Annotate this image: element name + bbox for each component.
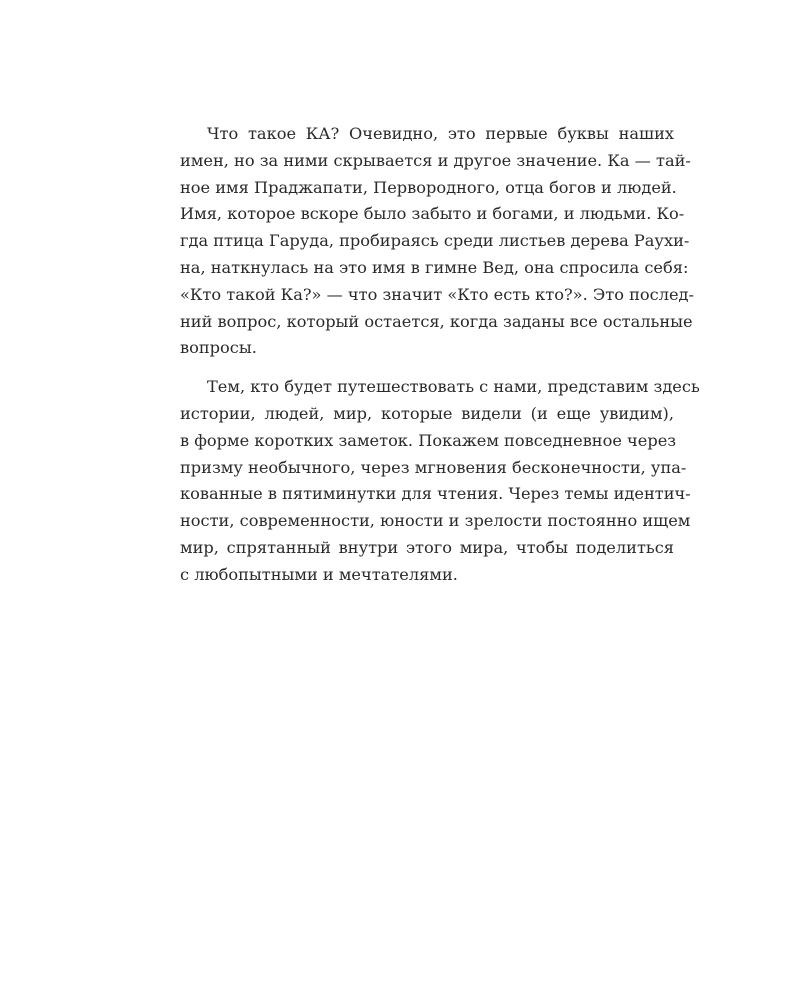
text-line: призму необычного, через мгновения бесконечности, упа- <box>180 457 687 477</box>
text-line: гда птица Гаруда, пробираясь среди листьев дерева Раухи- <box>180 231 690 251</box>
text-line: кованные в пятиминутки для чтения. Через темы идентич- <box>180 484 691 504</box>
text-line: с любопытными и мечтателями. <box>180 564 458 584</box>
text-line: Что такое КА? Очевидно, это первые буквы наших <box>207 124 674 143</box>
paragraph-invitation <box>180 374 700 588</box>
text-line: на, наткнулась на это имя в гимне Вед, она спросила себя: <box>180 257 689 277</box>
text-line: ний вопрос, который остается, когда заданы все остальные <box>180 311 693 331</box>
body-text <box>180 121 700 601</box>
text-line: Имя, которое вскоре было забыто и богами, и людьми. Ко- <box>180 204 685 224</box>
text-line: Тем, кто будет путешествовать с нами, представим здесь <box>207 377 700 397</box>
text-line: истории, людей, мир, которые видели (и еще увидим), <box>180 403 674 423</box>
text-line: «Кто такой Ка?» — что значит «Кто есть кто?». Это послед- <box>180 284 694 304</box>
text-line: вопросы. <box>180 338 257 358</box>
text-line: мир, спрятанный внутри этого мира, чтобы поделиться <box>180 537 674 557</box>
paragraph-ka-meaning <box>180 121 694 362</box>
text-line: ное имя Праджапати, Первородного, отца богов и людей. <box>180 177 677 197</box>
text-line: ности, современности, юности и зрелости постоянно ищем <box>180 511 691 531</box>
text-line: имен, но за ними скрывается и другое значение. Ка — тай- <box>180 150 691 170</box>
text-line: в форме коротких заметок. Покажем повседневное через <box>180 430 677 450</box>
